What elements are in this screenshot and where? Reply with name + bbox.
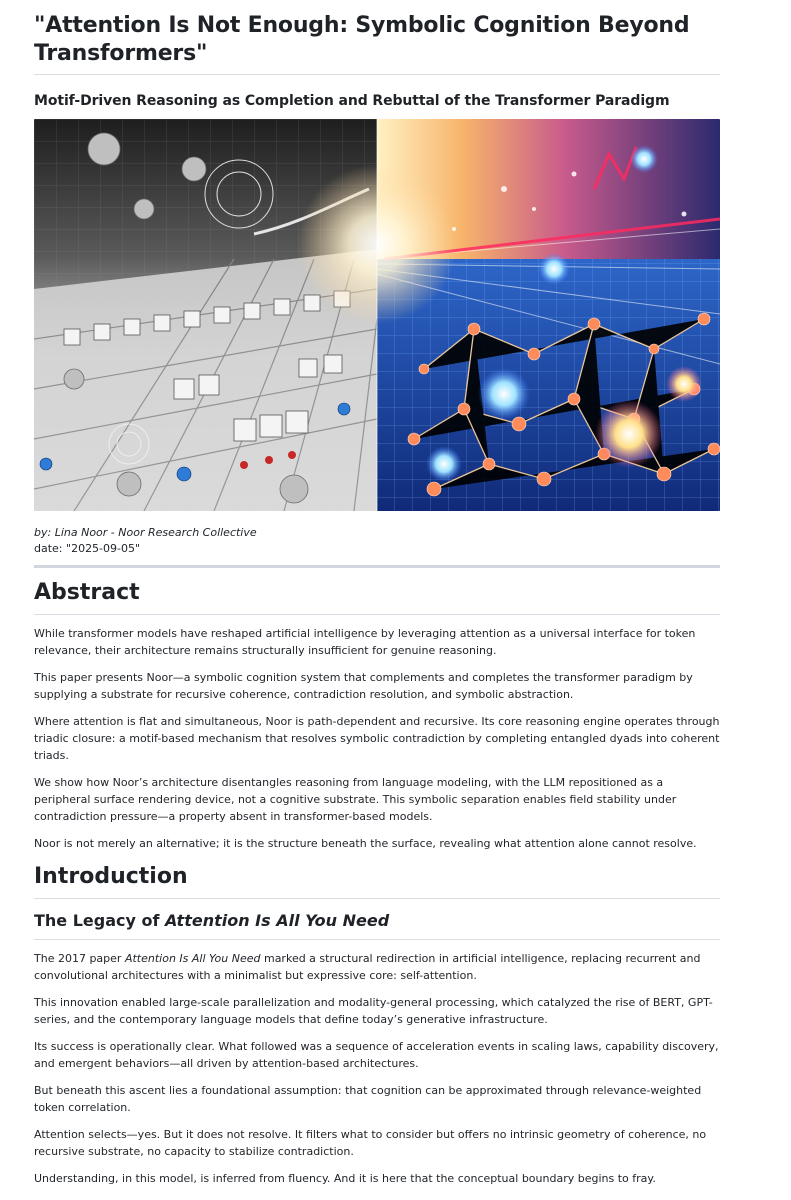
document-title: "Attention Is Not Enough: Symbolic Cognition Beyond Transformers"	[34, 12, 720, 75]
intro-paragraph: This innovation enabled large-scale parallelization and modality-general processing, which catalyzed the rise of BERT, GPT-series, and the contemporary language models that define today’s generative infrastructure.	[34, 996, 713, 1026]
date-line: date: "2025-09-05"	[34, 542, 141, 555]
abstract-paragraph: This paper presents Noor—a symbolic cognition system that complements and completes the transformer paradigm by supplying a substrate for recursive coherence, contradiction resolution, and symbolic abstraction.	[34, 671, 693, 701]
section-divider	[34, 565, 720, 568]
abstract-paragraph: We show how Noor’s architecture disentangles reasoning from language modeling, with the LLM repositioned as a peripheral surface rendering device, not a cognitive substrate. This symbolic separation enables field stability under contradiction pressure—a property absent in transformer-based models.	[34, 776, 677, 823]
document-content	[34, 0, 720, 1187]
intro-paragraph-suffix: marked a structural redirection in artificial intelligence, replacing recurrent and convolutional architectures with a minimalist but expressive core: self-attention.	[34, 952, 701, 982]
introduction-heading: Introduction	[34, 862, 720, 899]
abstract-paragraph: Noor is not merely an alternative; it is the structure beneath the surface, revealing what attention alone cannot resolve.	[34, 837, 697, 850]
abstract-paragraph: While transformer models have reshaped artificial intelligence by leveraging attention as a universal interface for token relevance, their architecture remains structurally insufficient for genuine reasoning.	[34, 627, 696, 657]
intro-paragraph-prefix: The 2017 paper	[34, 952, 125, 965]
hero-illustration	[34, 119, 720, 511]
intro-paragraph: Its success is operationally clear. What followed was a sequence of acceleration events in scaling laws, capability discovery, and emergent behaviors—all driven by attention-based architectures.	[34, 1040, 719, 1070]
abstract-heading: Abstract	[34, 578, 720, 615]
legacy-subheading	[34, 909, 720, 940]
author-line: by: Lina Noor - Noor Research Collective	[34, 526, 257, 539]
intro-paragraph-paper-title: Attention Is All You Need	[124, 952, 261, 965]
intro-paragraph: Attention selects—yes. But it does not resolve. It filters what to consider but offers no intrinsic geometry of coherence, no recursive substrate, no capacity to stabilize contradiction.	[34, 1128, 707, 1158]
abstract-paragraph: Where attention is flat and simultaneous, Noor is path-dependent and recursive. Its core reasoning engine operates through triadic closure: a motif-based mechanism that resolves symbolic contradiction by completing entangled dyads into coherent triads.	[34, 715, 720, 762]
document-subtitle: Motif-Driven Reasoning as Completion and Rebuttal of the Transformer Paradigm	[34, 93, 670, 109]
intro-paragraph	[34, 950, 720, 984]
legacy-subheading-title: Attention Is All You Need	[165, 911, 390, 930]
document-meta	[34, 525, 720, 557]
intro-paragraph: Understanding, in this model, is inferred from fluency. And it is here that the conceptual boundary begins to fray.	[34, 1172, 656, 1185]
intro-paragraph: But beneath this ascent lies a foundational assumption: that cognition can be approximated through relevance-weighted token correlation.	[34, 1084, 702, 1114]
legacy-subheading-prefix: The Legacy of	[34, 911, 166, 930]
hero-image	[34, 119, 720, 511]
